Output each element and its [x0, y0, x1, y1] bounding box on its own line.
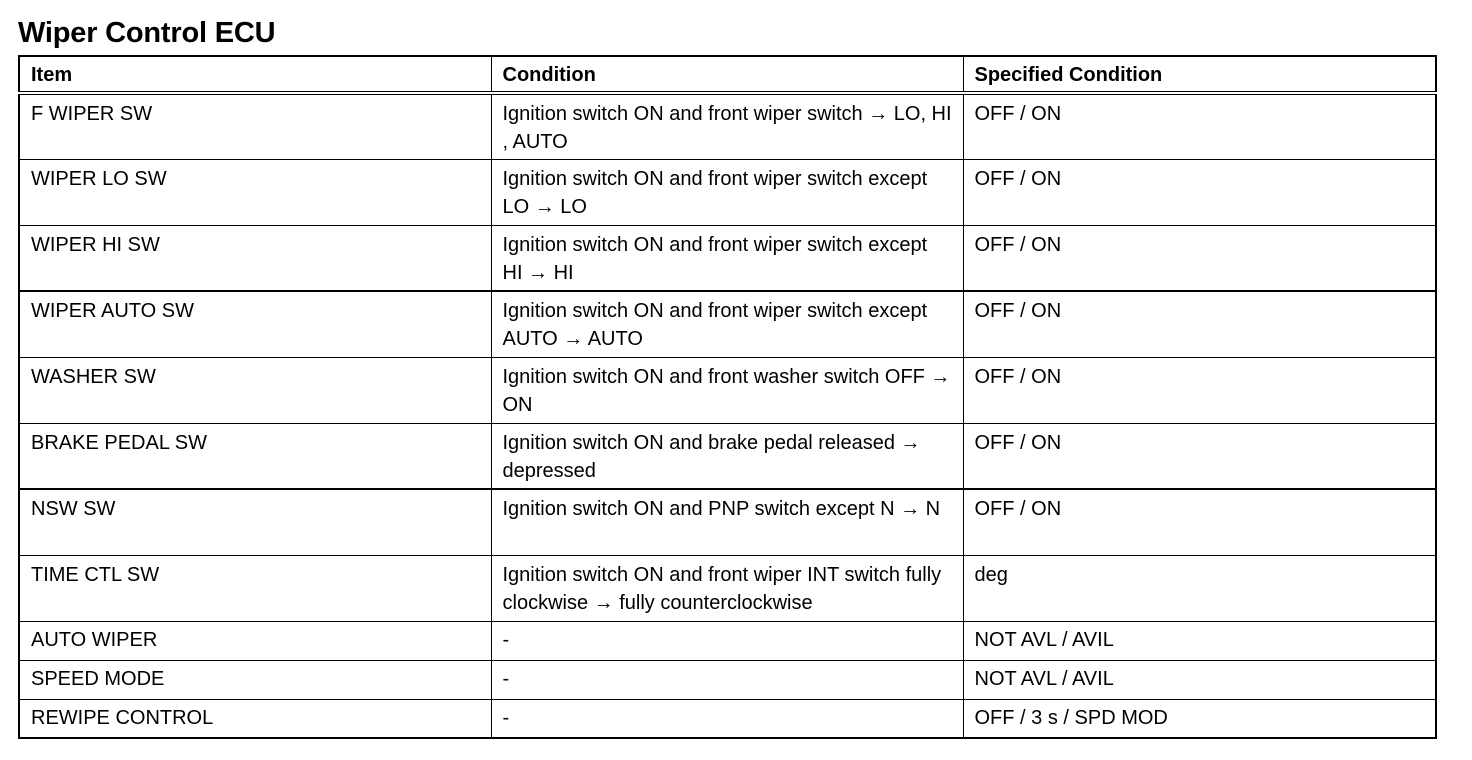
table-row: [19, 225, 1436, 291]
item-cell: WIPER HI SW: [19, 225, 491, 291]
table-row: [19, 93, 1436, 159]
item-cell: F WIPER SW: [19, 93, 491, 159]
column-header-item: Item: [19, 56, 491, 93]
item-cell: WIPER LO SW: [19, 159, 491, 225]
condition-cell: Ignition switch ON and PNP switch except N → N: [491, 489, 963, 555]
column-header-specified-condition: Specified Condition: [963, 56, 1436, 93]
condition-cell: Ignition switch ON and front wiper switch except LO → LO: [491, 159, 963, 225]
item-cell: AUTO WIPER: [19, 621, 491, 660]
specified-condition-cell: OFF / ON: [963, 291, 1436, 357]
item-cell: TIME CTL SW: [19, 555, 491, 621]
specified-condition-cell: OFF / ON: [963, 489, 1436, 555]
specified-condition-cell: OFF / ON: [963, 225, 1436, 291]
page-title: Wiper Control ECU: [18, 17, 276, 49]
table-header-row: [19, 56, 1436, 93]
table-row: [19, 621, 1436, 660]
item-cell: WIPER AUTO SW: [19, 291, 491, 357]
specified-condition-cell: OFF / 3 s / SPD MOD: [963, 699, 1436, 738]
specified-condition-cell: NOT AVL / AVIL: [963, 660, 1436, 699]
condition-cell: -: [491, 699, 963, 738]
table-row: [19, 699, 1436, 738]
table-row: [19, 489, 1436, 555]
condition-cell: Ignition switch ON and brake pedal released → depressed: [491, 423, 963, 489]
item-cell: SPEED MODE: [19, 660, 491, 699]
item-cell: NSW SW: [19, 489, 491, 555]
table-row: [19, 660, 1436, 699]
specified-condition-cell: deg: [963, 555, 1436, 621]
specified-condition-cell: OFF / ON: [963, 423, 1436, 489]
item-cell: REWIPE CONTROL: [19, 699, 491, 738]
table-row: [19, 555, 1436, 621]
condition-cell: -: [491, 621, 963, 660]
data-table: [18, 55, 1437, 739]
table-row: [19, 291, 1436, 357]
condition-cell: Ignition switch ON and front wiper switch except HI → HI: [491, 225, 963, 291]
table-row: [19, 159, 1436, 225]
item-cell: WASHER SW: [19, 357, 491, 423]
specified-condition-cell: NOT AVL / AVIL: [963, 621, 1436, 660]
item-cell: BRAKE PEDAL SW: [19, 423, 491, 489]
condition-cell: Ignition switch ON and front wiper switch except AUTO → AUTO: [491, 291, 963, 357]
table-row: [19, 357, 1436, 423]
condition-cell: Ignition switch ON and front wiper INT switch fully clockwise → fully counterclockwise: [491, 555, 963, 621]
specified-condition-cell: OFF / ON: [963, 357, 1436, 423]
specified-condition-cell: OFF / ON: [963, 159, 1436, 225]
condition-cell: -: [491, 660, 963, 699]
table-row: [19, 423, 1436, 489]
column-header-condition: Condition: [491, 56, 963, 93]
specified-condition-cell: OFF / ON: [963, 93, 1436, 159]
condition-cell: Ignition switch ON and front wiper switch → LO, HI , AUTO: [491, 93, 963, 159]
condition-cell: Ignition switch ON and front washer switch OFF → ON: [491, 357, 963, 423]
